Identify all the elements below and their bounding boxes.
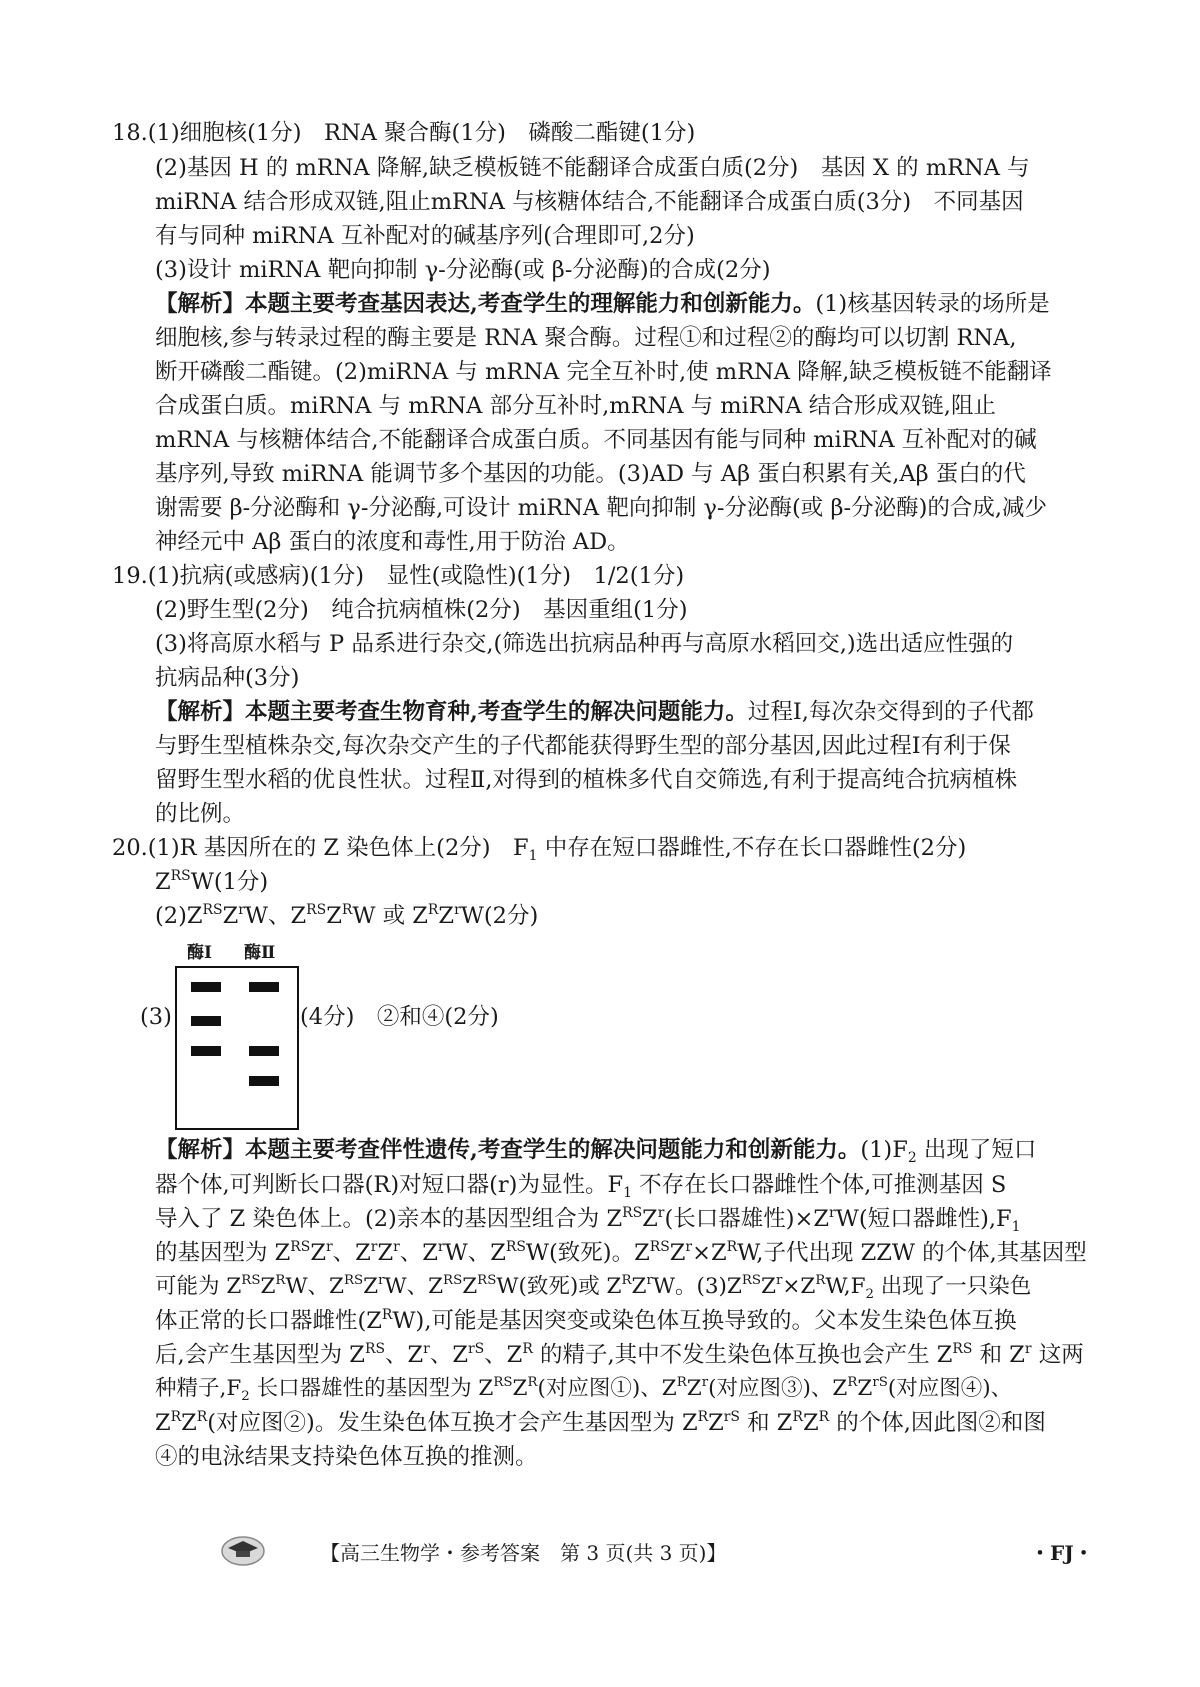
text: (对应图③)、Z	[708, 1376, 848, 1401]
q20-analysis-4	[155, 1238, 1087, 1268]
text: Z	[857, 1376, 873, 1401]
text: Z	[260, 1274, 276, 1299]
analysis-heading: 【解析】本题主要考查基因表达,考查学生的理解能力和创新能力。	[155, 291, 816, 317]
gel-lane-1-label: 酶Ⅰ	[187, 943, 212, 963]
superscript: RS	[505, 1239, 526, 1255]
superscript: r	[437, 1239, 445, 1255]
text: Z	[186, 903, 203, 929]
text: 种精子,F	[155, 1376, 242, 1401]
text: (对应图②)。发生染色体互换才会产生基因型为 Z	[207, 1410, 698, 1436]
q20-analysis-10: ④的电泳结果支持染色体互换的推测。	[155, 1444, 538, 1470]
subscript: 1	[528, 848, 538, 864]
q18-line-4: 有与同种 miRNA 互补配对的碱基序列(合理即可,2分)	[155, 223, 695, 249]
q20-line-1	[112, 833, 966, 863]
text: 、Z	[399, 1240, 438, 1266]
text: W、	[244, 903, 291, 929]
analysis-heading: 【解析】本题主要考查生物育种,考查学生的解决问题能力。	[155, 699, 748, 725]
subscript: 2	[865, 1287, 874, 1302]
superscript: RS	[306, 902, 327, 918]
superscript: RS	[202, 902, 223, 918]
text: 导入了 Z 染色体上。(2)亲本的基因型组合为 Z	[155, 1206, 623, 1232]
analysis-text: 过程Ⅰ,每次杂交得到的子代都	[747, 699, 1034, 725]
q18-analysis-2: 细胞核,参与转录过程的酶主要是 RNA 聚合酶。过程①和过程②的酶均可以切割 RNA,	[155, 325, 1017, 351]
q20-analysis-3	[155, 1204, 1021, 1234]
q20-line-3	[155, 901, 538, 931]
q19-line-2: (2)野生型(2分) 纯合抗病植株(2分) 基因重组(1分)	[155, 597, 688, 623]
page-footer: 【高三生物学・参考答案 第 3 页(共 3 页)】	[320, 1541, 727, 1565]
q18-line-3: miRNA 结合形成双链,阻止mRNA 与核糖体结合,不能翻译合成蛋白质(3分) 不同基因	[155, 189, 1024, 215]
superscript: RS	[241, 1273, 261, 1288]
text: Z	[669, 1240, 686, 1266]
superscript: R	[818, 1409, 830, 1425]
text: ×Z	[692, 1240, 727, 1266]
text: (对应图④)、	[887, 1376, 1013, 1401]
q18-analysis-1	[155, 289, 1050, 319]
superscript: R	[381, 1307, 393, 1323]
text: Z	[438, 903, 455, 929]
q20-analysis-7	[155, 1340, 1084, 1370]
text: 不存在长口器雌性个体,可推测基因 S	[631, 1172, 1007, 1198]
text: 出现了一只染色	[873, 1274, 1032, 1299]
superscript: R	[697, 1409, 709, 1425]
text: 的个体,因此图②和图	[829, 1410, 1046, 1436]
superscript: R	[621, 1273, 632, 1288]
superscript: RS	[364, 1341, 385, 1357]
text: W,F	[825, 1274, 866, 1299]
gel-band	[191, 1046, 221, 1056]
q18-line-2: (2)基因 H 的 mRNA 降解,缺乏模板链不能翻译合成蛋白质(2分) 基因 X 的 mRNA 与	[155, 155, 1030, 181]
analysis-text: (1)核基因转录的场所是	[815, 291, 1050, 317]
text: Z	[462, 1274, 478, 1299]
q19-line-1: 19.(1)抗病(或感病)(1分) 显性(或隐性)(1分) 1/2(1分)	[112, 563, 685, 589]
text: 中存在短口器雌性,不存在长口器雌性(2分)	[537, 835, 967, 861]
superscript: R	[341, 902, 353, 918]
superscript: r	[370, 1239, 378, 1255]
superscript: RS	[477, 1273, 497, 1288]
text: Z	[326, 903, 342, 929]
superscript: RS	[170, 868, 191, 884]
q18-line-5: (3)设计 miRNA 靶向抑制 γ-分泌酶(或 β-分泌酶)的合成(2分)	[155, 257, 771, 283]
text: Z	[686, 1376, 702, 1401]
superscript: R	[847, 1375, 858, 1390]
superscript: r	[829, 1205, 836, 1221]
text: (对应图①)、Z	[537, 1376, 677, 1401]
superscript: r	[378, 1273, 385, 1288]
superscript: r	[238, 902, 245, 918]
superscript: R	[527, 1375, 538, 1390]
text: Z	[412, 903, 428, 929]
q18-analysis-8: 神经元中 Aβ 蛋白的浓度和毒性,用于防治 AD。	[155, 529, 630, 555]
superscript: r	[685, 1239, 693, 1255]
superscript: RS	[290, 1239, 311, 1255]
gel-band	[249, 1046, 279, 1056]
text: (1)F	[860, 1137, 908, 1163]
q20-line-2	[155, 867, 268, 897]
text: W 或	[352, 903, 413, 929]
q19-analysis-2: 与野生型植株杂交,每次杂交产生的子代都能获得野生型的部分基因,因此过程Ⅰ有利于保	[155, 733, 1011, 759]
q18-line-1: 18.(1)细胞核(1分) RNA 聚合酶(1分) 磷酸二酯键(1分)	[112, 120, 696, 146]
text: Z	[512, 1376, 528, 1401]
superscript: R	[196, 1409, 208, 1425]
text: Z	[631, 1274, 647, 1299]
text: 的基因型为 Z	[155, 1240, 291, 1266]
superscript: r	[423, 1341, 430, 1357]
text: 后,会产生基因型为 Z	[155, 1342, 365, 1368]
text: Z	[708, 1410, 724, 1436]
text: W、Z	[285, 1274, 344, 1299]
text: Z	[181, 1410, 197, 1436]
text: W(短口器雌性),F	[835, 1206, 1012, 1232]
superscript: RS	[649, 1239, 670, 1255]
superscript: R	[815, 1273, 826, 1288]
q20-analysis-1	[155, 1135, 1036, 1165]
superscript: r	[325, 1239, 333, 1255]
text: Z	[222, 903, 239, 929]
text: 、Z	[429, 1342, 468, 1368]
text: 体正常的长口器雌性(Z	[155, 1308, 382, 1334]
text: W),可能是基因突变或染色体互换导致的。父本发生染色体互换	[392, 1308, 1017, 1334]
superscript: r	[1024, 1341, 1032, 1357]
superscript: r	[454, 902, 461, 918]
analysis-heading: 【解析】本题主要考查伴性遗传,考查学生的解决问题能力和创新能力。	[155, 1137, 861, 1163]
text: Z	[155, 1410, 171, 1436]
superscript: RS	[443, 1273, 463, 1288]
text: 、Z	[385, 1342, 424, 1368]
q20-analysis-5	[155, 1272, 1031, 1302]
text: Z	[155, 869, 171, 895]
text: 出现了短口	[916, 1137, 1037, 1163]
text: 长口器雄性的基因型为 Z	[249, 1376, 494, 1401]
text: W(致死)或 Z	[496, 1274, 622, 1299]
gel-band	[249, 1076, 279, 1086]
subscript: 1	[623, 1185, 632, 1201]
q20-analysis-2	[155, 1170, 1006, 1200]
superscript: RS	[344, 1273, 364, 1288]
superscript: R	[726, 1239, 738, 1255]
q18-analysis-6: 基序列,导致 miRNA 能调节多个基因的功能。(3)AD 与 Aβ 蛋白积累有关,Aβ 蛋白的代	[155, 461, 1026, 487]
q18-analysis-4: 合成蛋白质。miRNA 与 mRNA 部分互补时,mRNA 与 miRNA 结合形成双链,阻止	[155, 393, 996, 419]
subscript: 2	[907, 1150, 917, 1166]
q20-part3-answer: (4分) ②和④(2分)	[300, 1004, 499, 1030]
q19-analysis-1	[155, 697, 1034, 727]
superscript: r	[646, 1273, 653, 1288]
superscript: R	[792, 1409, 803, 1425]
superscript: rS	[467, 1341, 485, 1357]
region-code: ・FJ・	[1030, 1541, 1094, 1565]
q19-analysis-4: 的比例。	[155, 801, 246, 827]
text: W。(3)Z	[652, 1274, 742, 1299]
superscript: R	[170, 1409, 182, 1425]
gel-band	[191, 1016, 221, 1026]
text: 和 Z	[739, 1410, 793, 1436]
superscript: R	[676, 1375, 687, 1390]
gel-electrophoresis-box	[175, 966, 299, 1130]
superscript: R	[522, 1341, 533, 1357]
q19-analysis-3: 留野生型水稻的优良性状。过程Ⅱ,对得到的植株多代自交筛选,有利于提高纯合抗病植株	[155, 767, 1018, 793]
q20-analysis-6	[155, 1306, 1016, 1336]
q18-analysis-3: 断开磷酸二酯键。(2)miRNA 与 mRNA 完全互补时,使 mRNA 降解,缺乏模板链不能翻译	[155, 359, 1052, 385]
superscript: RS	[622, 1205, 643, 1221]
text: 和 Z	[972, 1342, 1025, 1368]
superscript: R	[275, 1273, 286, 1288]
text: Z	[377, 1240, 394, 1266]
text: 这两	[1031, 1342, 1084, 1368]
superscript: RS	[741, 1273, 762, 1288]
q19-line-4: 抗病品种(3分)	[155, 665, 300, 691]
text: W(致死)。Z	[525, 1240, 650, 1266]
text: W(1分)	[190, 869, 269, 895]
text: Z	[642, 1206, 658, 1232]
superscript: rS	[872, 1375, 888, 1390]
text: Z	[761, 1274, 776, 1299]
superscript: rS	[723, 1409, 740, 1425]
superscript: r	[393, 1239, 400, 1255]
subscript: 2	[241, 1389, 250, 1404]
q19-line-3: (3)将高原水稻与 P 品系进行杂交,(筛选出抗病品种再与高原水稻回交,)选出适应性强的	[155, 631, 1014, 657]
superscript: r	[776, 1273, 783, 1288]
q20-part3-label: (3)	[140, 1004, 172, 1030]
text: ×Z	[782, 1274, 816, 1299]
text: Z	[802, 1410, 819, 1436]
gel-band	[191, 982, 221, 992]
superscript: RS	[952, 1341, 973, 1357]
superscript: r	[657, 1205, 665, 1221]
q18-analysis-7: 谢需要 β-分泌酶和 γ-分泌酶,可设计 miRNA 靶向抑制 γ-分泌酶(或 β-分泌酶)的合成,减少	[155, 495, 1048, 521]
text: 20.(1)R 基因所在的 Z 染色体上(2分) F	[112, 835, 529, 861]
text: 可能为 Z	[155, 1274, 242, 1299]
superscript: R	[427, 902, 439, 918]
q20-analysis-8	[155, 1374, 1012, 1404]
text: W,子代出现 ZZW 的个体,其基因型	[737, 1240, 1087, 1266]
text: Z	[290, 903, 307, 929]
q20-analysis-9	[155, 1408, 1046, 1438]
gel-band	[249, 982, 279, 992]
text: 器个体,可判断长口器(R)对短口器(r)为显性。F	[155, 1172, 624, 1198]
text: W、Z	[384, 1274, 444, 1299]
text: W(2分)	[460, 903, 539, 929]
text: (2)	[155, 903, 187, 929]
graduation-cap-icon	[220, 1533, 266, 1567]
text: Z	[310, 1240, 326, 1266]
gel-lane-2-label: 酶Ⅱ	[244, 943, 276, 963]
text: Z	[363, 1274, 379, 1299]
q18-analysis-5: mRNA 与核糖体结合,不能翻译合成蛋白质。不同基因有能与同种 miRNA 互补配对的碱	[155, 427, 1037, 453]
text: W、Z	[444, 1240, 506, 1266]
superscript: RS	[493, 1375, 513, 1390]
text: 、Z	[484, 1342, 523, 1368]
text: 的精子,其中不发生染色体互换也会产生 Z	[532, 1342, 953, 1368]
subscript: 1	[1011, 1219, 1021, 1235]
superscript: r	[701, 1375, 709, 1390]
text: (长口器雄性)×Z	[664, 1206, 830, 1232]
text: 、Z	[332, 1240, 371, 1266]
